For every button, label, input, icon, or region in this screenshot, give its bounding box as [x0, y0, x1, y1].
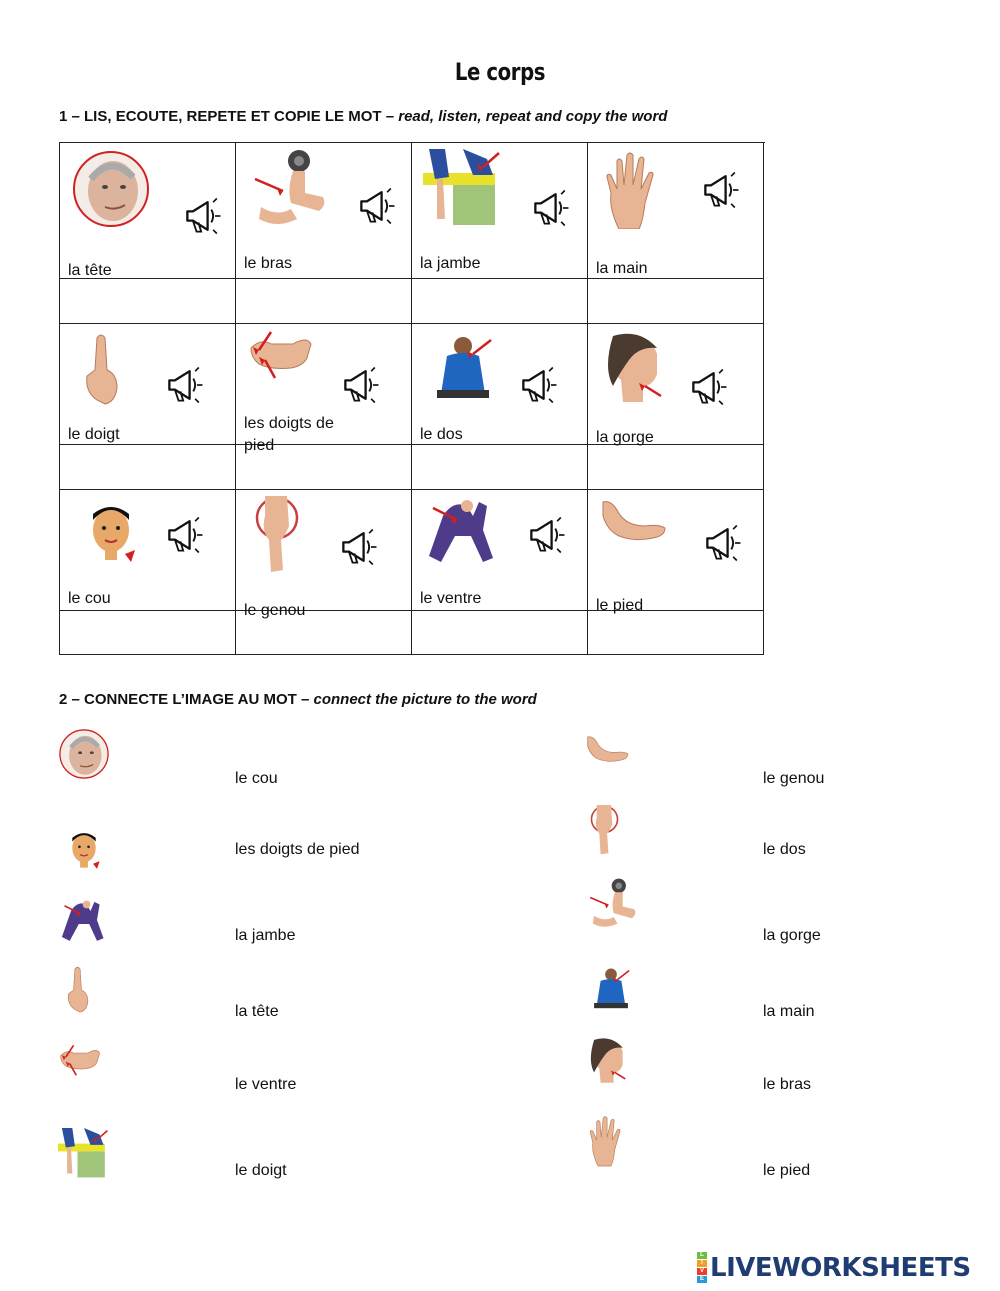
- hand-picture: [596, 149, 682, 229]
- section-1-bold: 1 – LIS, ECOUTE, REPETE ET COPIE LE MOT –: [59, 108, 399, 125]
- connect-word[interactable]: la jambe: [235, 927, 296, 944]
- megaphone-icon[interactable]: [336, 524, 382, 570]
- megaphone-icon[interactable]: [700, 520, 746, 566]
- vocab-cell: [60, 490, 236, 611]
- logo-tile: E: [697, 1276, 707, 1283]
- connect-word[interactable]: le genou: [763, 770, 825, 787]
- megaphone-icon[interactable]: [162, 512, 208, 558]
- vocab-word: les doigts de pied: [244, 415, 334, 454]
- belly-picture: [420, 496, 506, 576]
- answer-input-cell[interactable]: [236, 611, 412, 655]
- megaphone-icon[interactable]: [338, 362, 384, 408]
- grid-picture-row: [60, 143, 765, 279]
- megaphone-icon[interactable]: [354, 183, 400, 229]
- grid-picture-row: [60, 490, 765, 619]
- grid-answer-row: [60, 611, 765, 655]
- logo-tiles: [697, 1252, 707, 1283]
- megaphone-icon[interactable]: [162, 362, 208, 408]
- vocab-word: le ventre: [420, 590, 482, 607]
- connect-word[interactable]: la gorge: [763, 927, 821, 944]
- throat-picture: [596, 330, 682, 410]
- connect-word[interactable]: le doigt: [235, 1162, 287, 1179]
- grid-answer-row: [60, 445, 765, 490]
- megaphone-icon[interactable]: [516, 362, 562, 408]
- finger-thumbnail[interactable]: [58, 961, 110, 1019]
- answer-input-cell[interactable]: [588, 279, 764, 324]
- vocabulary-grid: [59, 142, 765, 655]
- vocab-cell: [236, 490, 412, 619]
- leg-sitting-picture: [420, 149, 506, 229]
- old-man-face-thumbnail[interactable]: [58, 725, 110, 783]
- megaphone-icon[interactable]: [524, 512, 570, 558]
- connect-word[interactable]: le pied: [763, 1162, 811, 1179]
- connect-word[interactable]: les doigts de pied: [235, 841, 360, 858]
- logo-tile: L: [697, 1252, 707, 1259]
- connect-word[interactable]: le dos: [763, 841, 806, 858]
- vocab-word: le cou: [68, 590, 111, 607]
- connect-word[interactable]: la main: [763, 1003, 815, 1020]
- logo-text: LIVEWORKSHEETS: [710, 1252, 971, 1283]
- vocab-word: le bras: [244, 255, 293, 272]
- logo-tile: I: [697, 1260, 707, 1267]
- back-thumbnail[interactable]: [585, 961, 637, 1019]
- vocab-cell: [588, 143, 764, 279]
- connect-word[interactable]: le cou: [235, 770, 278, 787]
- answer-input-cell[interactable]: [412, 279, 588, 324]
- vocab-cell: [412, 324, 588, 445]
- section-1-italic: read, listen, repeat and copy the word: [398, 108, 668, 125]
- answer-input-cell[interactable]: [588, 445, 764, 490]
- answer-input-cell[interactable]: [412, 611, 588, 655]
- vocab-word: le pied: [596, 597, 644, 614]
- vocab-word: le genou: [244, 602, 306, 619]
- vocab-cell: [60, 324, 236, 445]
- answer-input-cell[interactable]: [236, 279, 412, 324]
- vocab-word: la jambe: [420, 255, 481, 272]
- answer-input-cell[interactable]: [236, 445, 412, 490]
- vocab-cell: [588, 490, 764, 614]
- neck-thumbnail[interactable]: [58, 823, 110, 881]
- vocab-cell: [60, 143, 236, 279]
- vocab-word: la tête: [68, 262, 112, 279]
- megaphone-icon[interactable]: [686, 364, 732, 410]
- section-2-bold: 2 – CONNECTE L’IMAGE AU MOT –: [59, 691, 314, 708]
- knee-picture: [244, 496, 330, 576]
- vocab-cell: [588, 324, 764, 445]
- vocab-word: la gorge: [596, 429, 654, 446]
- toes-picture: [244, 330, 330, 410]
- section-2-heading: [59, 691, 537, 708]
- old-man-face-picture: [68, 149, 154, 229]
- megaphone-icon[interactable]: [528, 185, 574, 231]
- page-title: Le corps: [454, 58, 546, 86]
- vocab-word: le doigt: [68, 426, 120, 443]
- belly-thumbnail[interactable]: [58, 895, 110, 953]
- vocab-word: la main: [596, 260, 648, 277]
- neck-picture: [68, 496, 154, 576]
- vocab-word: le dos: [420, 426, 463, 443]
- vocab-cell: [236, 143, 412, 279]
- hand-thumbnail[interactable]: [585, 1111, 637, 1169]
- grid-answer-row: [60, 279, 765, 324]
- section-2-italic: connect the picture to the word: [313, 691, 537, 708]
- logo-tile: V: [697, 1268, 707, 1275]
- vocab-cell: [412, 143, 588, 279]
- liveworksheets-logo: [697, 1252, 971, 1283]
- foot-picture: [596, 496, 682, 576]
- vocab-cell: [236, 324, 412, 454]
- section-1-heading: [59, 108, 667, 125]
- arm-dumbbell-picture: [244, 149, 330, 229]
- answer-input-cell[interactable]: [60, 445, 236, 490]
- answer-input-cell[interactable]: [412, 445, 588, 490]
- leg-sitting-thumbnail[interactable]: [58, 1125, 110, 1183]
- answer-input-cell[interactable]: [60, 611, 236, 655]
- megaphone-icon[interactable]: [698, 167, 744, 213]
- throat-thumbnail[interactable]: [585, 1033, 637, 1091]
- toes-thumbnail[interactable]: [58, 1041, 110, 1099]
- finger-picture: [68, 330, 154, 410]
- arm-dumbbell-thumbnail[interactable]: [585, 875, 637, 933]
- grid-picture-row: [60, 324, 765, 454]
- connect-word[interactable]: le ventre: [235, 1076, 297, 1093]
- back-picture: [420, 330, 506, 410]
- megaphone-icon[interactable]: [180, 193, 226, 239]
- knee-thumbnail[interactable]: [585, 802, 637, 860]
- connect-word[interactable]: la tête: [235, 1003, 279, 1020]
- vocab-cell: [412, 490, 588, 611]
- connect-word[interactable]: le bras: [763, 1076, 812, 1093]
- answer-input-cell[interactable]: [60, 279, 236, 324]
- answer-input-cell[interactable]: [588, 611, 764, 655]
- foot-thumbnail[interactable]: [585, 730, 637, 788]
